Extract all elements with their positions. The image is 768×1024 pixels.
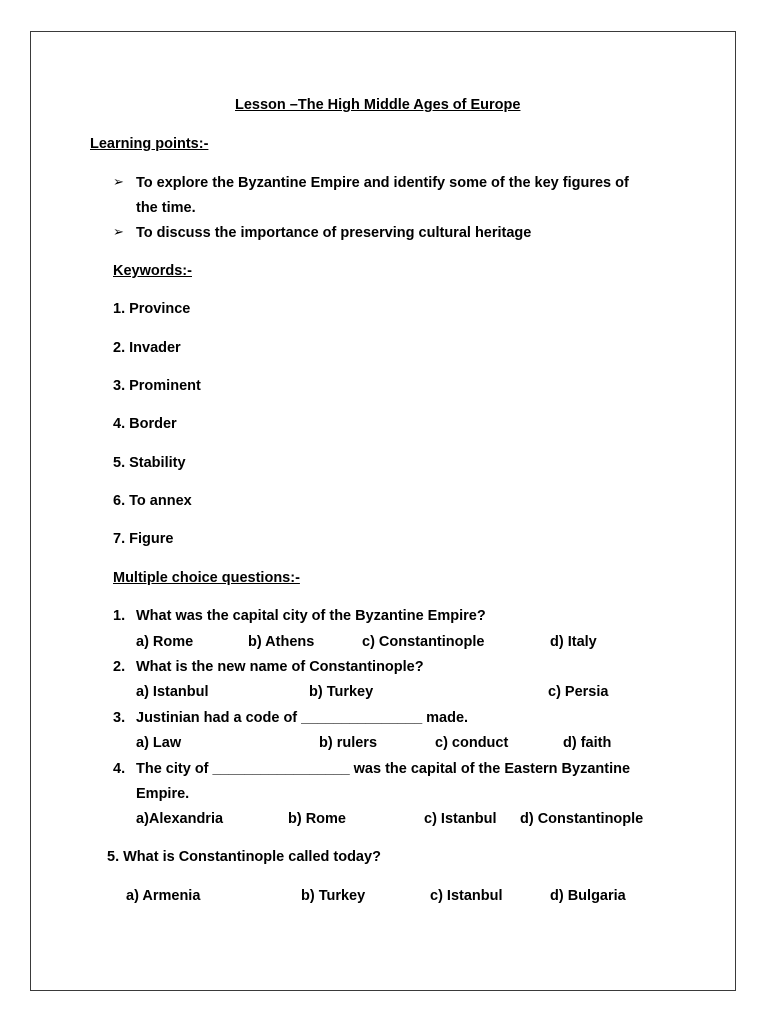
keyword-item: 1. Province — [113, 301, 191, 317]
keyword-item: 3. Prominent — [113, 378, 201, 394]
question-2-text: What is the new name of Constantinople? — [136, 659, 424, 675]
question-5-option-d: d) Bulgaria — [550, 888, 626, 904]
learning-point-1-cont: the time. — [136, 200, 196, 216]
question-number: 3. — [113, 710, 126, 726]
question-4-text: The city of _________________ was the capital of the Eastern Byzantine — [136, 761, 631, 777]
question-4-text-cont: Empire. — [136, 786, 190, 802]
question-1-option-a: a) Rome — [136, 634, 194, 650]
keyword-item: 5. Stability — [113, 455, 186, 471]
arrow-bullet-icon: ➢ — [113, 224, 124, 239]
question-3-option-a: a) Law — [136, 735, 182, 751]
question-1-text: What was the capital city of the Byzantine Empire? — [136, 608, 486, 624]
question-2-option-a: a) Istanbul — [136, 684, 209, 700]
question-3-text: Justinian had a code of _______________ made. — [136, 710, 469, 726]
question-number: 2. — [113, 659, 126, 675]
question-1-option-d: d) Italy — [550, 634, 597, 650]
question-3-option-c: c) conduct — [435, 735, 509, 751]
question-3-option-b: b) rulers — [319, 735, 378, 751]
learning-point-2: To discuss the importance of preserving cultural heritage — [136, 225, 532, 241]
question-2-option-c: c) Persia — [548, 684, 609, 700]
keyword-item: 2. Invader — [113, 340, 181, 356]
learning-point-1: To explore the Byzantine Empire and identify some of the key figures of — [136, 175, 629, 191]
question-3-option-d: d) faith — [563, 735, 612, 751]
keywords-heading: Keywords:- — [113, 263, 192, 279]
question-4-option-c: c) Istanbul — [424, 811, 497, 827]
learning-points-heading: Learning points:- — [90, 136, 209, 152]
question-number: 4. — [113, 761, 126, 777]
question-5-option-c: c) Istanbul — [430, 888, 503, 904]
question-4-option-a: a)Alexandria — [136, 811, 224, 827]
lesson-title: Lesson –The High Middle Ages of Europe — [235, 97, 521, 113]
question-1-option-b: b) Athens — [248, 634, 315, 650]
question-5-option-b: b) Turkey — [301, 888, 366, 904]
arrow-bullet-icon: ➢ — [113, 174, 124, 189]
question-number: 1. — [113, 608, 126, 624]
mcq-heading: Multiple choice questions:- — [113, 570, 300, 586]
question-2-option-b: b) Turkey — [309, 684, 374, 700]
question-4-option-d: d) Constantinople — [520, 811, 644, 827]
question-4-option-b: b) Rome — [288, 811, 346, 827]
keyword-item: 4. Border — [113, 416, 177, 432]
question-5-text: 5. What is Constantinople called today? — [107, 849, 381, 865]
question-1-option-c: c) Constantinople — [362, 634, 485, 650]
keyword-item: 7. Figure — [113, 531, 174, 547]
question-5-option-a: a) Armenia — [126, 888, 201, 904]
keyword-item: 6. To annex — [113, 493, 192, 509]
